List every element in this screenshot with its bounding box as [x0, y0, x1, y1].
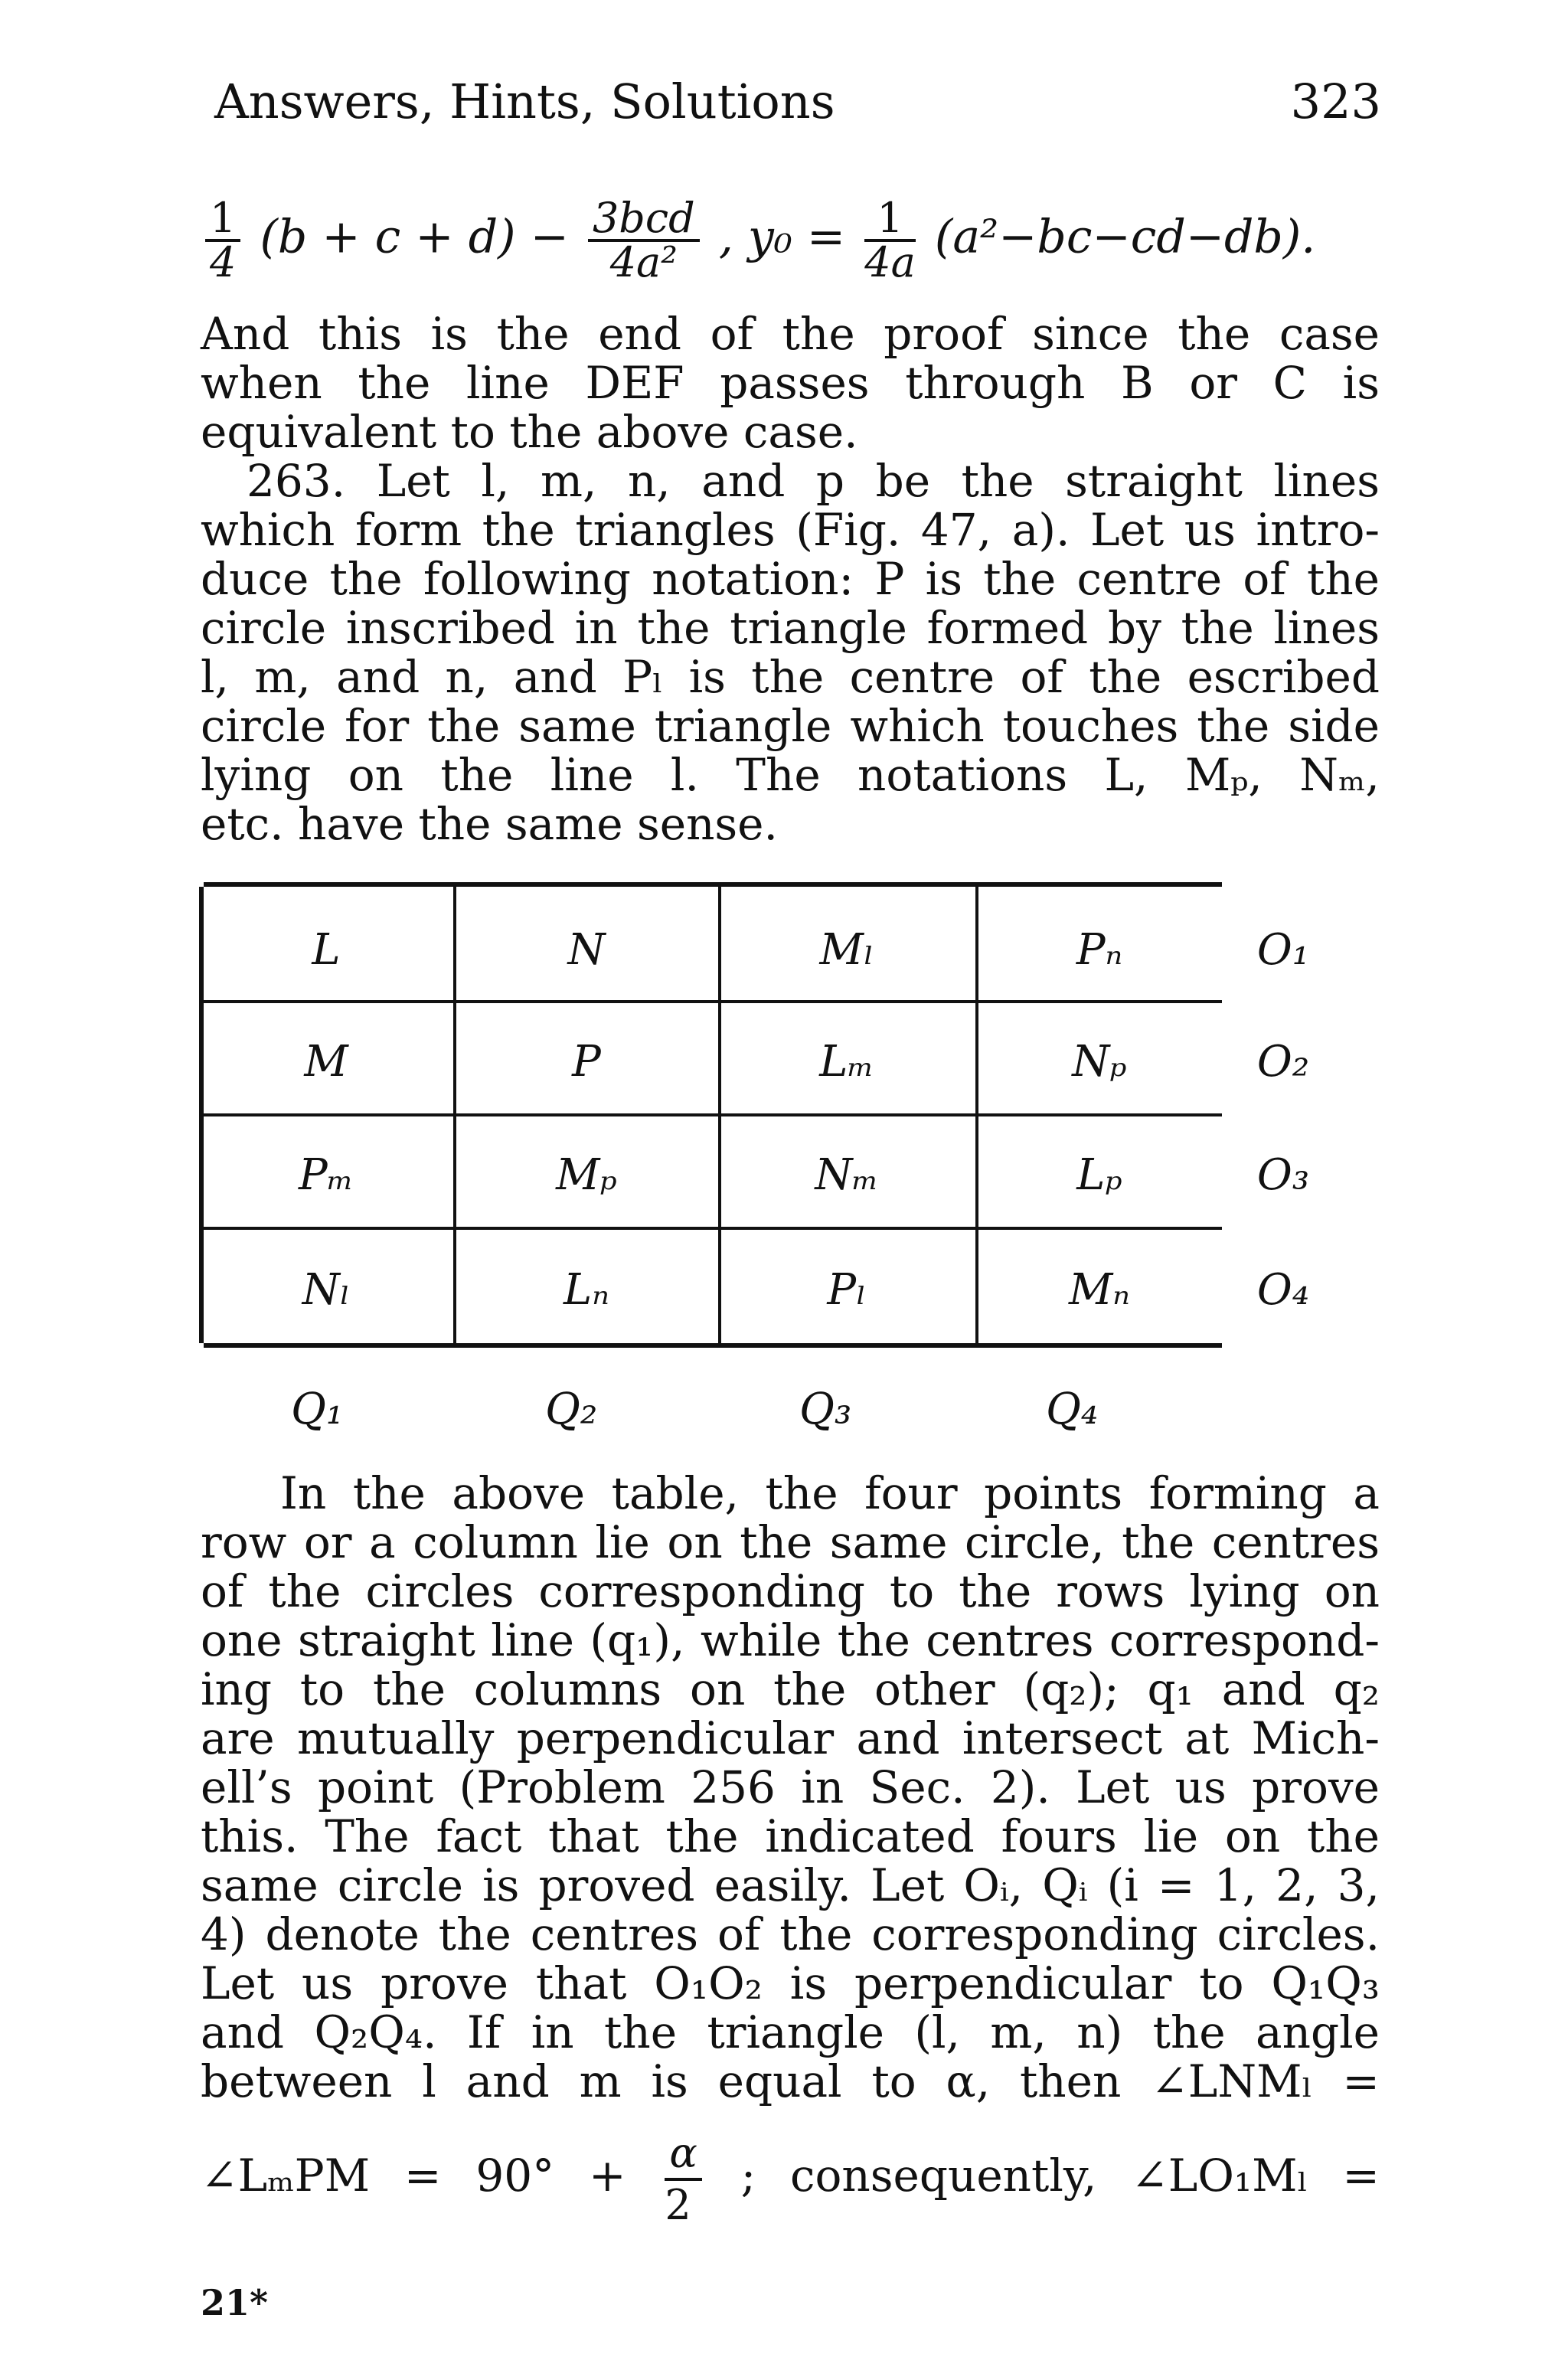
text-line: circle inscribed in the triangle formed by the lines — [201, 602, 1380, 654]
text-line: lying on the line l. The notations L, Mₚ, Nₘ, — [201, 749, 1380, 801]
formula-line — [201, 194, 1316, 286]
text-line: are mutually perpendicular and intersect at Mich- — [201, 1712, 1380, 1764]
table-row-divider — [204, 1113, 1222, 1116]
final-formula-line — [201, 2129, 1380, 2230]
final-line-right: ; consequently, ∠LO₁Mₗ = — [740, 2150, 1380, 2202]
formula-part-6: (a²−bc−cd−db). — [934, 210, 1316, 264]
text-line: 4) denote the centres of the corresponding circles. — [201, 1908, 1380, 1960]
text-line: l, m, and n, and Pₗ is the centre of the escribed — [201, 651, 1380, 703]
signature-mark: 21* — [201, 2282, 269, 2323]
formula-part-4: , y₀ = — [718, 210, 846, 264]
fraction-denominator: 4a — [864, 238, 916, 286]
table-cell: Mₙ — [1068, 1265, 1131, 1315]
text-line: In the above table, the four points forming a — [280, 1467, 1380, 1519]
row-label: O₁ — [1256, 925, 1310, 975]
final-line-left: ∠LₘPM = 90° + — [201, 2150, 626, 2202]
running-header: Answers, Hints, Solutions — [214, 74, 835, 129]
table-cell: Pₗ — [827, 1265, 867, 1315]
text-line: between l and m is equal to α, then ∠LNMₗ = — [201, 2055, 1380, 2107]
text-line: equivalent to the above case. — [201, 406, 858, 458]
fraction-numerator: 1 — [205, 198, 240, 242]
text-line: ing to the columns on the other (q₂); q₁ and q₂ — [201, 1663, 1380, 1715]
table-cell: Pₙ — [1076, 925, 1123, 975]
text-line: of the circles corresponding to the rows lying on — [201, 1565, 1380, 1617]
column-label: Q₄ — [1046, 1385, 1099, 1434]
table-row-divider — [204, 1000, 1222, 1003]
text-line: same circle is proved easily. Let Oᵢ, Qᵢ (i = 1, 2, 3, — [201, 1859, 1380, 1911]
table-cell: Lₙ — [564, 1265, 609, 1315]
row-label: O₂ — [1256, 1037, 1310, 1087]
text-line: duce the following notation: P is the centre of the — [201, 553, 1380, 605]
table-row-divider — [204, 1227, 1222, 1230]
text-line: this. The fact that the indicated fours lie on the — [201, 1810, 1380, 1862]
text-line: etc. have the same sense. — [201, 798, 778, 850]
text-line: and Q₂Q₄. If in the triangle (l, m, n) the angle — [201, 2006, 1380, 2058]
table-cell: Mₗ — [819, 925, 874, 975]
table-cell: P — [572, 1037, 601, 1087]
column-label: Q₁ — [291, 1385, 344, 1434]
table-cell: Lₘ — [819, 1037, 874, 1087]
formula-part-2: (b + c + d) − — [260, 210, 569, 264]
row-label: O₄ — [1256, 1265, 1310, 1315]
text-line: which form the triangles (Fig. 47, a). Let us intro- — [201, 504, 1380, 556]
table-cell: Nₘ — [815, 1150, 879, 1200]
table-cell: L — [312, 925, 341, 975]
table-cell: Lₚ — [1076, 1150, 1122, 1200]
text-line: one straight line (q₁), while the centres correspond- — [201, 1614, 1380, 1666]
page-number: 323 — [1290, 74, 1381, 129]
table-cell: M — [304, 1037, 348, 1087]
fraction-denominator: 4 — [210, 238, 237, 286]
fraction-numerator: 3bcd — [588, 198, 700, 242]
fraction-3bcd — [588, 194, 700, 286]
text-line: circle for the same triangle which touches the side — [201, 700, 1380, 752]
table-column-divider — [975, 887, 978, 1343]
text-line: And this is the end of the proof since the case — [201, 308, 1380, 360]
text-line: ell’s point (Problem 256 in Sec. 2). Let us prove — [201, 1761, 1380, 1813]
fraction-denominator: 4a² — [609, 238, 678, 286]
text-line: row or a column lie on the same circle, the centres — [201, 1516, 1380, 1568]
text-line: Let us prove that O₁O₂ is perpendicular to Q₁Q₃ — [201, 1957, 1380, 2009]
fraction-numerator: 1 — [864, 198, 916, 242]
table-cell: N — [567, 925, 606, 975]
table-cell: Nₚ — [1072, 1037, 1127, 1087]
fraction-one-quarter — [205, 194, 240, 286]
text-line: 263. Let l, m, n, and p be the straight lines — [247, 455, 1380, 507]
text-line: when the line DEF passes through B or C is — [201, 357, 1380, 409]
table-column-divider — [453, 887, 456, 1343]
table-cell: Nₗ — [302, 1265, 351, 1315]
row-label: O₃ — [1256, 1150, 1310, 1200]
column-label: Q₃ — [799, 1385, 852, 1434]
table-column-divider — [718, 887, 721, 1343]
table-cell: Mₚ — [556, 1150, 617, 1200]
fraction-denominator: 2 — [665, 2181, 691, 2229]
column-label: Q₂ — [545, 1385, 598, 1434]
fraction-one-over-4a — [864, 194, 916, 286]
fraction-numerator: α — [665, 2129, 701, 2181]
fraction-alpha-half — [665, 2129, 701, 2230]
table-cell: Pₘ — [298, 1150, 354, 1200]
points-table — [204, 882, 1310, 1348]
